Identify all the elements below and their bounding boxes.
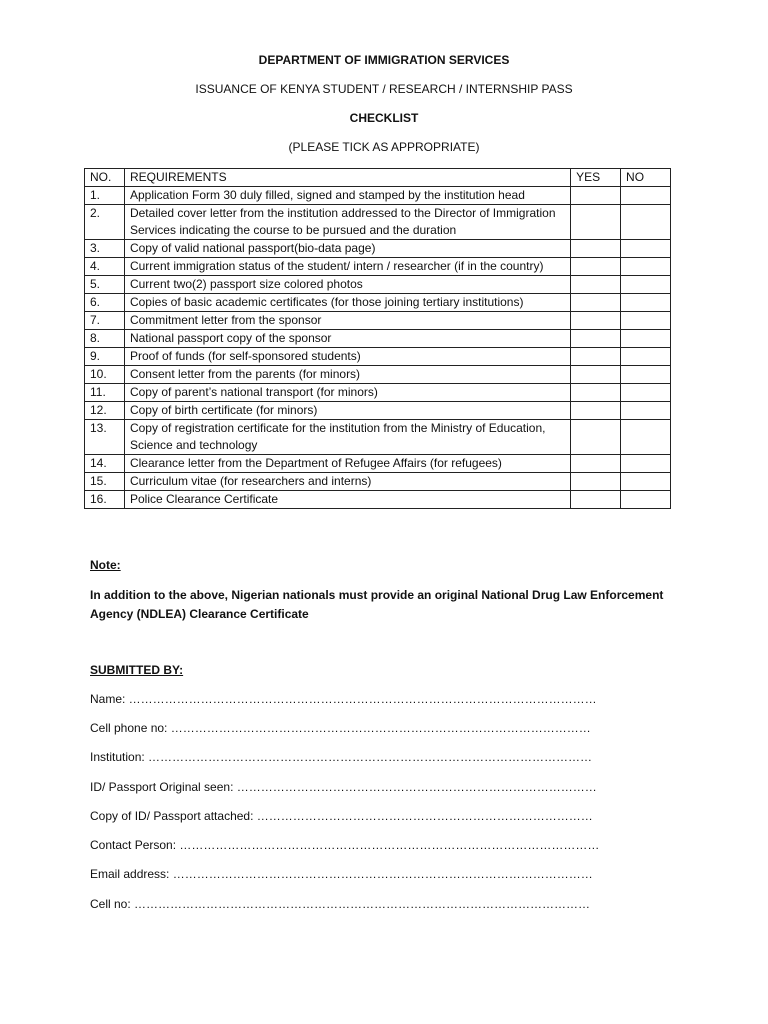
table-row xyxy=(85,402,671,420)
header-no: NO. xyxy=(85,169,125,187)
no-tick-cell[interactable] xyxy=(621,402,671,420)
form-field[interactable] xyxy=(90,780,597,794)
field-blank-line[interactable]: ……………………………………………………………………………… xyxy=(233,780,597,794)
yes-tick-cell[interactable] xyxy=(571,258,621,276)
row-requirement: Application Form 30 duly filled, signed and stamped by the institution head xyxy=(124,187,570,205)
field-blank-line[interactable]: …………………………………………………………………………………………… xyxy=(176,838,600,852)
field-label: Cell phone no: xyxy=(90,721,168,735)
field-label: Institution: xyxy=(90,750,145,764)
row-requirement: Proof of funds (for self-sponsored students) xyxy=(124,348,570,366)
table-row xyxy=(85,491,671,509)
field-blank-line[interactable]: …………………………………………………………………………………………… xyxy=(169,867,593,881)
row-number: 7. xyxy=(85,312,125,330)
field-label: ID/ Passport Original seen: xyxy=(90,780,234,794)
row-number: 14. xyxy=(85,455,125,473)
table-row xyxy=(85,312,671,330)
yes-tick-cell[interactable] xyxy=(571,402,621,420)
tick-instruction: (PLEASE TICK AS APPROPRIATE) xyxy=(288,140,480,154)
row-requirement: Copy of parent’s national transport (for minors) xyxy=(124,384,570,402)
submitted-by-heading: SUBMITTED BY: xyxy=(90,663,184,677)
row-number: 10. xyxy=(85,366,125,384)
requirements-table xyxy=(84,168,671,509)
field-label: Cell no: xyxy=(90,897,131,911)
table-row xyxy=(85,473,671,491)
header-requirements: REQUIREMENTS xyxy=(124,169,570,187)
row-requirement: Copy of registration certificate for the institution from the Ministry of Education, Science and technology xyxy=(124,420,570,455)
row-number: 2. xyxy=(85,205,125,240)
no-tick-cell[interactable] xyxy=(621,384,671,402)
row-requirement: Curriculum vitae (for researchers and interns) xyxy=(124,473,570,491)
row-number: 9. xyxy=(85,348,125,366)
no-tick-cell[interactable] xyxy=(621,330,671,348)
no-tick-cell[interactable] xyxy=(621,205,671,240)
field-label: Email address: xyxy=(90,867,170,881)
table-row xyxy=(85,384,671,402)
yes-tick-cell[interactable] xyxy=(571,205,621,240)
field-blank-line[interactable]: …………………………………………………………………………………………………… xyxy=(130,897,591,911)
row-number: 5. xyxy=(85,276,125,294)
row-number: 1. xyxy=(85,187,125,205)
no-tick-cell[interactable] xyxy=(621,491,671,509)
row-number: 16. xyxy=(85,491,125,509)
field-blank-line[interactable]: …………………………………………………………………………………………… xyxy=(167,721,591,735)
no-tick-cell[interactable] xyxy=(621,473,671,491)
row-number: 3. xyxy=(85,240,125,258)
no-tick-cell[interactable] xyxy=(621,455,671,473)
yes-tick-cell[interactable] xyxy=(571,294,621,312)
note-body: In addition to the above, Nigerian nationals must provide an original National Drug Law Enforcement Agency (NDLEA) Clearance Certificate xyxy=(90,588,664,621)
row-number: 8. xyxy=(85,330,125,348)
no-tick-cell[interactable] xyxy=(621,348,671,366)
field-blank-line[interactable]: ……………………………………………………………………………………………………… xyxy=(125,692,597,706)
no-tick-cell[interactable] xyxy=(621,420,671,455)
table-row xyxy=(85,187,671,205)
no-tick-cell[interactable] xyxy=(621,294,671,312)
requirements-body xyxy=(85,187,671,509)
no-tick-cell[interactable] xyxy=(621,187,671,205)
field-blank-line[interactable]: ………………………………………………………………………………………………… xyxy=(144,750,593,764)
row-requirement: Clearance letter from the Department of Refugee Affairs (for refugees) xyxy=(124,455,570,473)
row-requirement: Detailed cover letter from the institution addressed to the Director of Immigration Services indicating the course to be pursued and the duration xyxy=(124,205,570,240)
yes-tick-cell[interactable] xyxy=(571,366,621,384)
checklist-title: CHECKLIST xyxy=(349,111,419,125)
field-label: Name: xyxy=(90,692,126,706)
no-tick-cell[interactable] xyxy=(621,366,671,384)
form-field[interactable] xyxy=(90,867,593,881)
row-number: 4. xyxy=(85,258,125,276)
no-tick-cell[interactable] xyxy=(621,258,671,276)
yes-tick-cell[interactable] xyxy=(571,491,621,509)
yes-tick-cell[interactable] xyxy=(571,455,621,473)
note-heading: Note: xyxy=(90,558,121,572)
row-requirement: Current two(2) passport size colored photos xyxy=(124,276,570,294)
row-requirement: Copy of valid national passport(bio-data page) xyxy=(124,240,570,258)
document-subtitle: ISSUANCE OF KENYA STUDENT / RESEARCH / INTERNSHIP PASS xyxy=(195,82,573,96)
field-label: Contact Person: xyxy=(90,838,177,852)
table-row xyxy=(85,366,671,384)
row-requirement: Copy of birth certificate (for minors) xyxy=(124,402,570,420)
header-no-column: NO xyxy=(621,169,671,187)
yes-tick-cell[interactable] xyxy=(571,330,621,348)
yes-tick-cell[interactable] xyxy=(571,276,621,294)
row-number: 13. xyxy=(85,420,125,455)
form-field[interactable] xyxy=(90,692,597,706)
row-requirement: Consent letter from the parents (for minors) xyxy=(124,366,570,384)
table-row xyxy=(85,330,671,348)
row-number: 6. xyxy=(85,294,125,312)
form-field[interactable] xyxy=(90,838,599,852)
no-tick-cell[interactable] xyxy=(621,240,671,258)
field-label: Copy of ID/ Passport attached: xyxy=(90,809,254,823)
row-requirement: National passport copy of the sponsor xyxy=(124,330,570,348)
yes-tick-cell[interactable] xyxy=(571,240,621,258)
row-number: 11. xyxy=(85,384,125,402)
yes-tick-cell[interactable] xyxy=(571,420,621,455)
table-row xyxy=(85,276,671,294)
table-row xyxy=(85,205,671,240)
table-row xyxy=(85,420,671,455)
header-yes: YES xyxy=(571,169,621,187)
row-requirement: Commitment letter from the sponsor xyxy=(124,312,570,330)
table-row xyxy=(85,240,671,258)
form-field[interactable] xyxy=(90,809,593,823)
yes-tick-cell[interactable] xyxy=(571,348,621,366)
yes-tick-cell[interactable] xyxy=(571,384,621,402)
department-title: DEPARTMENT OF IMMIGRATION SERVICES xyxy=(258,53,510,67)
form-field[interactable] xyxy=(90,750,592,764)
row-requirement: Copies of basic academic certificates (for those joining tertiary institutions) xyxy=(124,294,570,312)
table-row xyxy=(85,348,671,366)
row-number: 15. xyxy=(85,473,125,491)
table-row xyxy=(85,258,671,276)
no-tick-cell[interactable] xyxy=(621,312,671,330)
row-requirement: Police Clearance Certificate xyxy=(124,491,570,509)
yes-tick-cell[interactable] xyxy=(571,473,621,491)
yes-tick-cell[interactable] xyxy=(571,312,621,330)
table-header-row xyxy=(85,169,671,187)
table-row xyxy=(85,455,671,473)
row-number: 12. xyxy=(85,402,125,420)
yes-tick-cell[interactable] xyxy=(571,187,621,205)
table-row xyxy=(85,294,671,312)
form-field[interactable] xyxy=(90,897,590,911)
row-requirement: Current immigration status of the student/ intern / researcher (if in the country) xyxy=(124,258,570,276)
no-tick-cell[interactable] xyxy=(621,276,671,294)
field-blank-line[interactable]: ………………………………………………………………………… xyxy=(253,809,593,823)
form-field[interactable] xyxy=(90,721,591,735)
